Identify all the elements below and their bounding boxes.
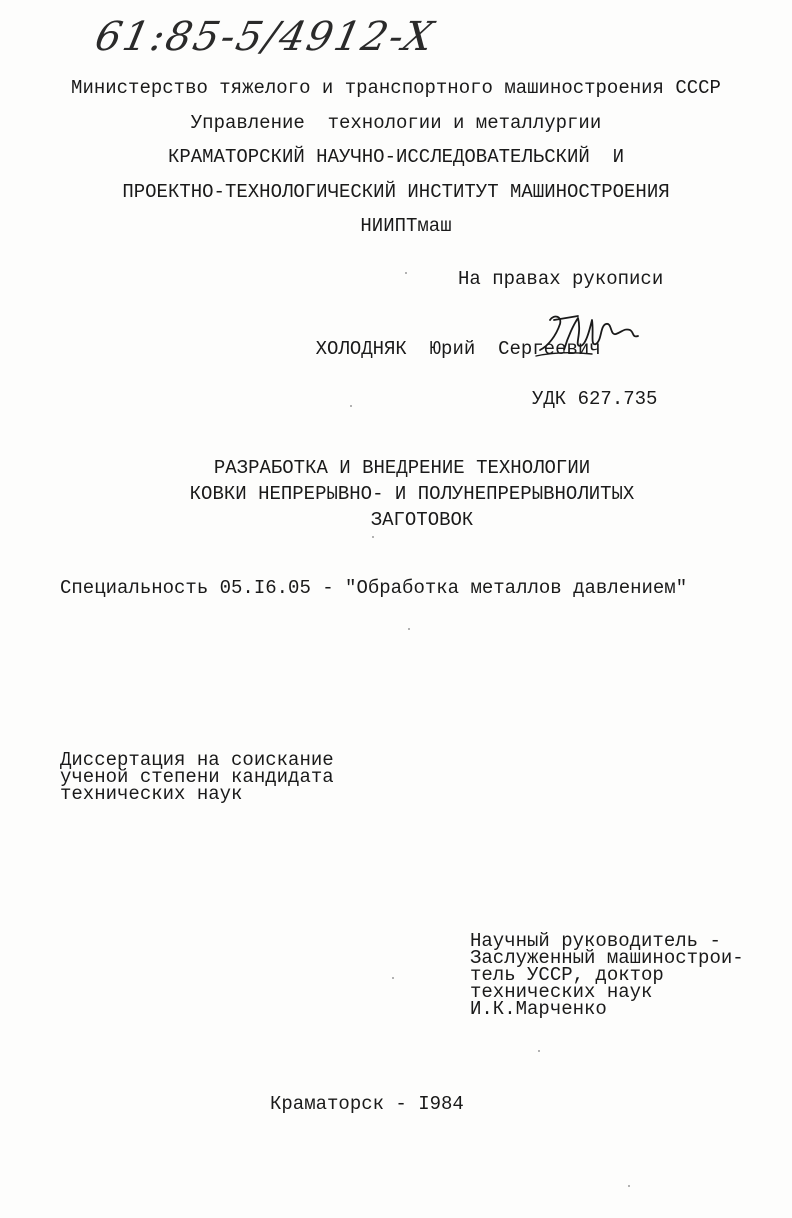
institute-line-1: КРАМАТОРСКИЙ НАУЧНО-ИССЛЕДОВАТЕЛЬСКИЙ И [167, 146, 625, 168]
institute-abbreviation: НИИПТмаш [360, 215, 452, 237]
title-line-3: ЗАГОТОВОК [370, 509, 474, 531]
author-spacer [407, 338, 430, 360]
author-spacer [475, 338, 498, 360]
manuscript-note: На правах рукописи [458, 268, 664, 290]
supervisor-line-1: Научный руководитель - [470, 930, 721, 952]
ministry-line: Министерство тяжелого и транспортного машиностроения СССР [71, 77, 721, 99]
dissertation-line-2: ученой степени кандидата [60, 766, 334, 788]
specialty-line: Специальность 05.I6.05 - "Обработка металлов давлением" [60, 577, 688, 599]
dissertation-line-1: Диссертация на соискание [60, 749, 334, 771]
scan-speck [628, 1185, 630, 1187]
author-patronymic: Сергеевич [498, 338, 601, 360]
supervisor-line-3: тель УССР, доктор [470, 964, 664, 986]
scan-speck [405, 272, 407, 274]
author-signature [534, 306, 644, 360]
dissertation-line-3: технических наук [60, 783, 243, 805]
supervisor-line-2: Заслуженный машинострои- [470, 947, 744, 969]
archive-number-handwritten: 61:85-5/4912-X [91, 14, 439, 60]
scan-speck [538, 1050, 540, 1052]
institute-line-2: ПРОЕКТНО-ТЕХНОЛОГИЧЕСКИЙ ИНСТИТУТ МАШИНОСТРОЕНИЯ [122, 181, 670, 203]
department-line: Управление технологии и металлургии [190, 112, 602, 134]
title-line-2: КОВКИ НЕПРЕРЫВНО- И ПОЛУНЕПРЕРЫВНОЛИТЫХ [189, 483, 635, 505]
signature-underline [536, 353, 592, 356]
supervisor-line-4: технических наук [470, 981, 653, 1003]
author-surname: ХОЛОДНЯК [315, 338, 407, 360]
title-line-1: РАЗРАБОТКА И ВНЕДРЕНИЕ ТЕХНОЛОГИИ [213, 457, 591, 479]
signature-stroke [540, 316, 638, 350]
author-first-name: Юрий [429, 338, 476, 360]
udc-code: УДК 627.735 [532, 388, 658, 410]
scan-speck [350, 405, 352, 407]
scan-speck [392, 977, 394, 979]
place-year-footer: Краматорск - I984 [270, 1093, 464, 1115]
supervisor-line-5: И.К.Марченко [470, 998, 607, 1020]
scan-speck [372, 536, 374, 538]
scan-speck [408, 628, 410, 630]
